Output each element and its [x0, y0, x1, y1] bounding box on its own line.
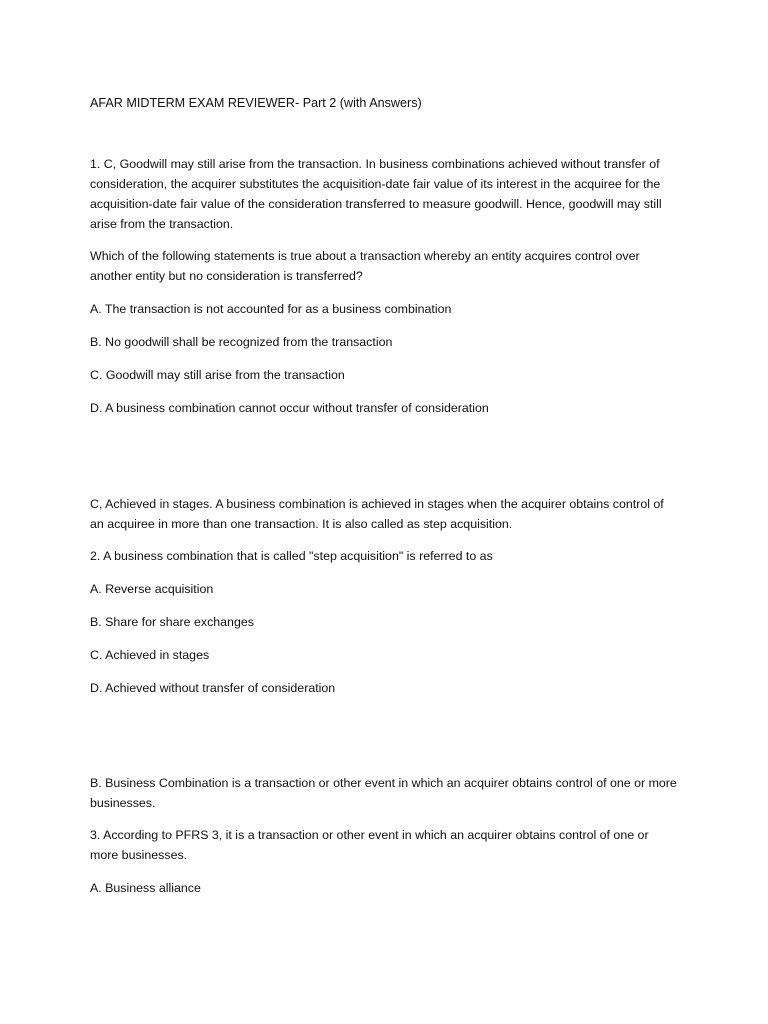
question-text-3: 3. According to PFRS 3, it is a transaction or other event in which an acquirer obtains control of one or more businesses.: [90, 828, 649, 862]
question-2-option-a: A. Reverse acquisition: [90, 582, 214, 596]
section-spacer: [90, 431, 680, 494]
question-1-option-a: A. The transaction is not accounted for as a business combination: [90, 302, 452, 316]
answer-explanation-1: 1. C, Goodwill may still arise from the transaction. In business combinations achieved without transfer of consideration, the acquirer substitutes the acquisition-date fair value of its interest in the acquiree for the acquisition-date fair value of the consideration transferred to measure goodwill. Hence, goodwill may still arise from the transaction.: [90, 157, 662, 231]
question-block-2: [90, 494, 680, 698]
document-title: AFAR MIDTERM EXAM REVIEWER- Part 2 (with Answers): [90, 96, 422, 110]
question-1-option-b: B. No goodwill shall be recognized from the transaction: [90, 335, 393, 349]
answer-explanation-2: C, Achieved in stages. A business combination is achieved in stages when the acquirer obtains control of an acquiree in more than one transaction. It is also called as step acquisition.: [90, 497, 664, 531]
question-text-1: Which of the following statements is true about a transaction whereby an entity acquires control over another entity but no consideration is transferred?: [90, 249, 640, 283]
question-1-option-d: D. A business combination cannot occur without transfer of consideration: [90, 401, 489, 415]
question-2-option-b: B. Share for share exchanges: [90, 615, 254, 629]
answer-explanation-3: B. Business Combination is a transaction or other event in which an acquirer obtains control of one or more businesses.: [90, 776, 677, 810]
question-3-option-a: A. Business alliance: [90, 881, 201, 895]
question-block-3: [90, 773, 680, 898]
question-text-2: 2. A business combination that is called "step acquisition" is referred to as: [90, 549, 493, 563]
document-content: [90, 93, 680, 911]
question-2-option-d: D. Achieved without transfer of consideration: [90, 681, 336, 695]
question-2-option-c: C. Achieved in stages: [90, 648, 210, 662]
section-spacer: [90, 711, 680, 773]
question-block-1: [90, 154, 680, 418]
question-1-option-c: C. Goodwill may still arise from the transaction: [90, 368, 345, 382]
